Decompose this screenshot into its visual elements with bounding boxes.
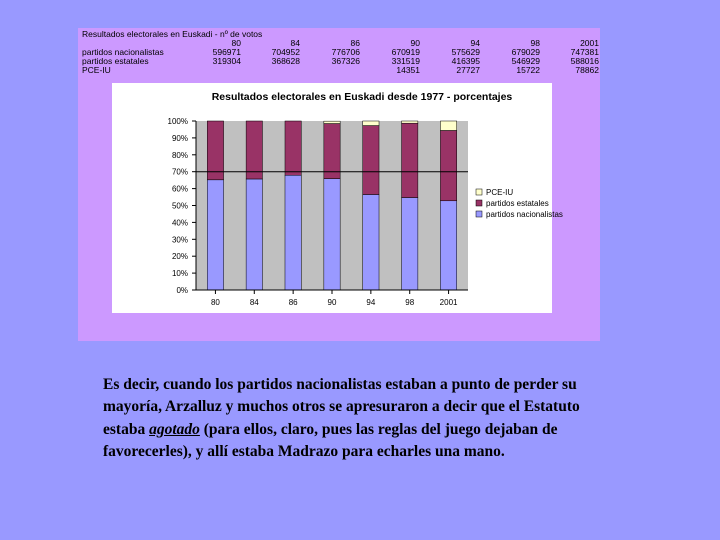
bar-segment-2 [324, 121, 340, 123]
table-title: Resultados electorales en Euskadi - nº de votos [82, 29, 263, 39]
table-row-label: partidos estatales [82, 56, 149, 66]
table-cell: 670919 [391, 47, 420, 57]
x-tick-label: 90 [327, 298, 337, 307]
y-tick-label: 80% [171, 150, 188, 160]
table-year-header: 90 [410, 38, 420, 48]
x-tick-label: 84 [249, 298, 259, 307]
percent-bar-chart [112, 83, 563, 313]
caption-part-1: Es decir, cuando los partidos nacionalistas estaban a punto de perder su mayoría, Arzalluz y muchos otros se apresuraron a decir que el Estatuto estaba [103, 375, 580, 438]
table-cell: 575629 [451, 47, 480, 57]
caption-part-2: (para ellos, claro, pues las reglas del juego dejaban de favorecerles), y allí estaba Madrazo para echarles una mano. [103, 420, 558, 460]
y-tick-label: 20% [171, 252, 188, 262]
votes-table [78, 28, 600, 80]
table-cell: 14351 [396, 65, 420, 75]
table-cell: 319304 [212, 56, 241, 66]
bar-segment-1 [324, 124, 340, 179]
table-cell: 15722 [516, 65, 540, 75]
bar-segment-2 [363, 121, 379, 126]
legend-label: partidos estatales [486, 199, 549, 208]
table-year-header: 2001 [580, 38, 599, 48]
table-cell: 596971 [212, 47, 241, 57]
caption-emphasis: agotado [149, 420, 200, 438]
y-tick-label: 50% [171, 201, 188, 211]
bar-segment-2 [402, 121, 418, 123]
bar-segment-0 [363, 195, 379, 290]
bar-segment-1 [440, 130, 456, 200]
bar-segment-0 [246, 179, 262, 290]
table-year-header: 84 [290, 38, 300, 48]
chart-panel [112, 83, 563, 313]
bar-segment-2 [440, 121, 456, 130]
x-tick-label: 94 [366, 298, 376, 307]
y-tick-label: 10% [171, 269, 188, 279]
table-cell: 776706 [331, 47, 360, 57]
x-tick-label: 86 [288, 298, 298, 307]
table-row-label: partidos nacionalistas [82, 47, 164, 57]
bar-segment-0 [402, 198, 418, 290]
table-year-header: 94 [470, 38, 480, 48]
legend-swatch [476, 189, 482, 195]
y-tick-label: 60% [171, 184, 188, 194]
bar-segment-0 [207, 180, 223, 290]
table-cell: 546929 [511, 56, 540, 66]
caption-text [103, 374, 623, 464]
chart-figure [78, 28, 600, 341]
table-cell: 588016 [570, 56, 599, 66]
bar-segment-1 [363, 126, 379, 195]
table-cell: 704952 [271, 47, 300, 57]
legend-label: partidos nacionalistas [486, 210, 563, 219]
legend-label: PCE-IU [486, 188, 514, 197]
bar-segment-0 [285, 175, 301, 290]
x-tick-label: 98 [405, 298, 415, 307]
bar-segment-0 [440, 201, 456, 290]
y-tick-label: 90% [171, 133, 188, 143]
table-row-label: PCE-IU [82, 65, 111, 75]
bar-segment-1 [246, 121, 262, 179]
bar-segment-1 [285, 121, 301, 175]
table-cell: 747381 [570, 47, 599, 57]
y-tick-label: 100% [167, 117, 188, 126]
x-tick-label: 2001 [439, 298, 458, 307]
legend-swatch [476, 200, 482, 206]
y-tick-label: 40% [171, 218, 188, 228]
table-year-header: 86 [350, 38, 360, 48]
y-tick-label: 30% [171, 235, 188, 245]
table-cell: 368628 [271, 56, 300, 66]
chart-title: Resultados electorales en Euskadi desde 1977 - porcentajes [211, 91, 513, 103]
x-tick-label: 80 [210, 298, 220, 307]
table-cell: 679029 [511, 47, 540, 57]
table-cell: 78862 [575, 65, 599, 75]
bar-segment-1 [207, 121, 223, 180]
y-tick-label: 70% [171, 167, 188, 177]
table-cell: 367326 [331, 56, 360, 66]
table-year-header: 80 [231, 38, 241, 48]
y-tick-label: 0% [176, 286, 188, 295]
legend-swatch [476, 211, 482, 217]
table-cell: 331519 [391, 56, 420, 66]
bar-segment-0 [324, 179, 340, 290]
table-year-header: 98 [530, 38, 540, 48]
bar-segment-1 [402, 123, 418, 197]
table-cell: 416395 [451, 56, 480, 66]
table-cell: 27727 [456, 65, 480, 75]
